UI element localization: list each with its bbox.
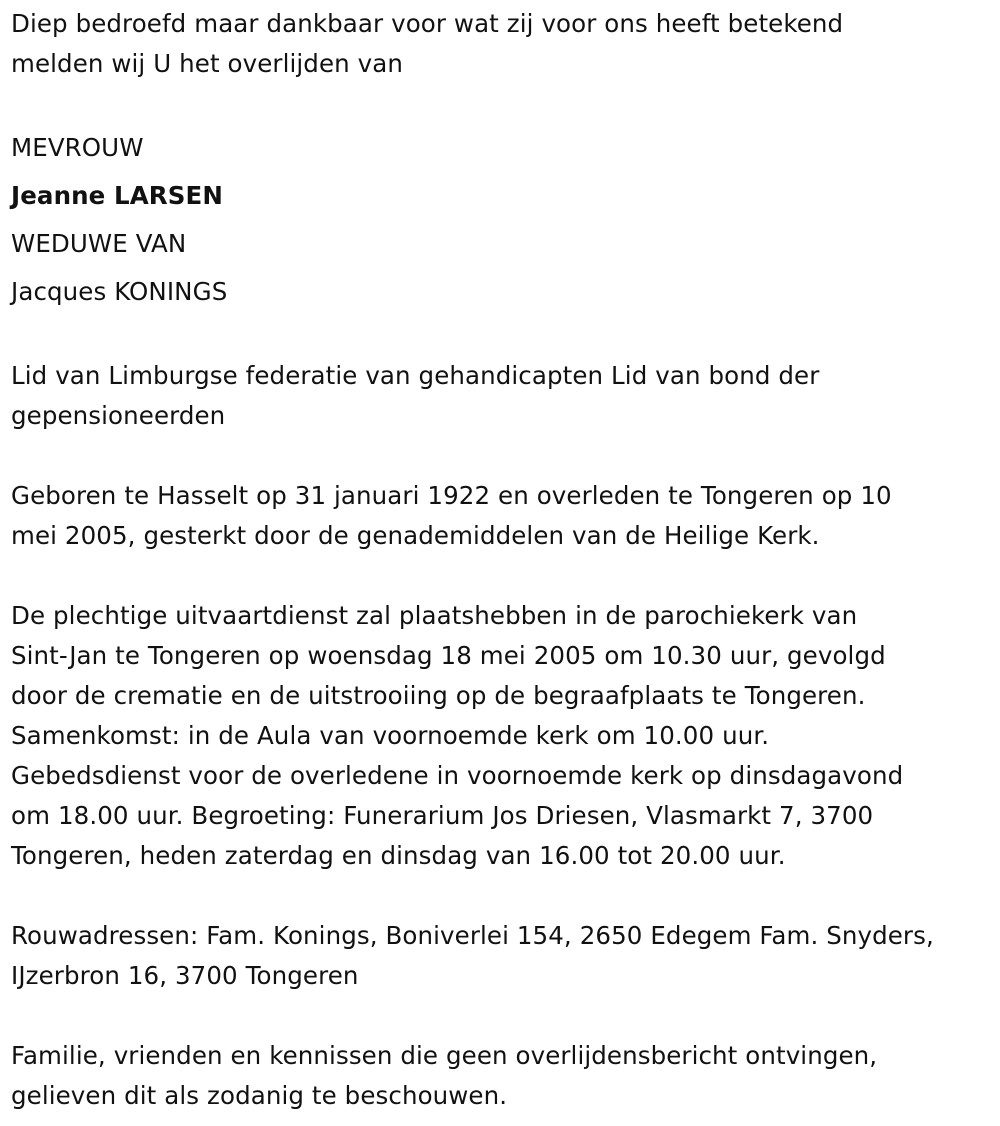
funeral-line: Tongeren, heden zaterdag en dinsdag van 16.00 tot 20.00 uur. (11, 841, 786, 870)
paragraph-spacer (11, 436, 995, 476)
deceased-name: Jeanne LARSEN (11, 181, 223, 210)
addresses-line: Rouwadressen: Fam. Konings, Boniverlei 154, 2650 Edegem Fam. Snyders, (11, 921, 934, 950)
funeral-line: door de crematie en de uitstrooiing op de begraafplaats te Tongeren. (11, 681, 866, 710)
funeral-line: Samenkomst: in de Aula van voornoemde kerk om 10.00 uur. (11, 721, 770, 750)
intro-line: Diep bedroefd maar dankbaar voor wat zij voor ons heeft betekend (11, 9, 844, 38)
paragraph-spacer (11, 316, 995, 356)
intro-line: melden wij U het overlijden van (11, 49, 403, 78)
addresses-line: IJzerbron 16, 3700 Tongeren (11, 961, 359, 990)
paragraph-spacer (11, 84, 995, 124)
memberships-line: Lid van Limburgse federatie van gehandicapten Lid van bond der (11, 361, 820, 390)
closing-line: Familie, vrienden en kennissen die geen overlijdensbericht ontvingen, (11, 1041, 878, 1070)
birth-death-line: mei 2005, gesterkt door de genademiddelen van de Heilige Kerk. (11, 521, 820, 550)
funeral-line: Sint-Jan te Tongeren op woensdag 18 mei 2005 om 10.30 uur, gevolgd (11, 641, 886, 670)
birth-death-paragraph (11, 476, 995, 556)
spouse-name: Jacques KONINGS (11, 277, 228, 306)
birth-death-line: Geboren te Hasselt op 31 januari 1922 en overleden te Tongeren op 10 (11, 481, 892, 510)
memberships-paragraph (11, 356, 995, 436)
paragraph-spacer (11, 556, 995, 596)
paragraph-spacer (11, 876, 995, 916)
relation-label: WEDUWE VAN (11, 229, 187, 258)
deceased-title: MEVROUW (11, 133, 144, 162)
closing-line: gelieven dit als zodanig te beschouwen. (11, 1081, 508, 1110)
funeral-line: Gebedsdienst voor de overledene in voornoemde kerk op dinsdagavond (11, 761, 904, 790)
paragraph-spacer (11, 996, 995, 1036)
deceased-block (11, 124, 995, 316)
closing-paragraph (11, 1036, 995, 1116)
memberships-line: gepensioneerden (11, 401, 226, 430)
funeral-line: De plechtige uitvaartdienst zal plaatshebben in de parochiekerk van (11, 601, 858, 630)
obituary-notice (11, 4, 995, 1116)
funeral-paragraph (11, 596, 995, 876)
addresses-paragraph (11, 916, 995, 996)
intro-paragraph (11, 4, 995, 84)
funeral-line: om 18.00 uur. Begroeting: Funerarium Jos Driesen, Vlasmarkt 7, 3700 (11, 801, 874, 830)
